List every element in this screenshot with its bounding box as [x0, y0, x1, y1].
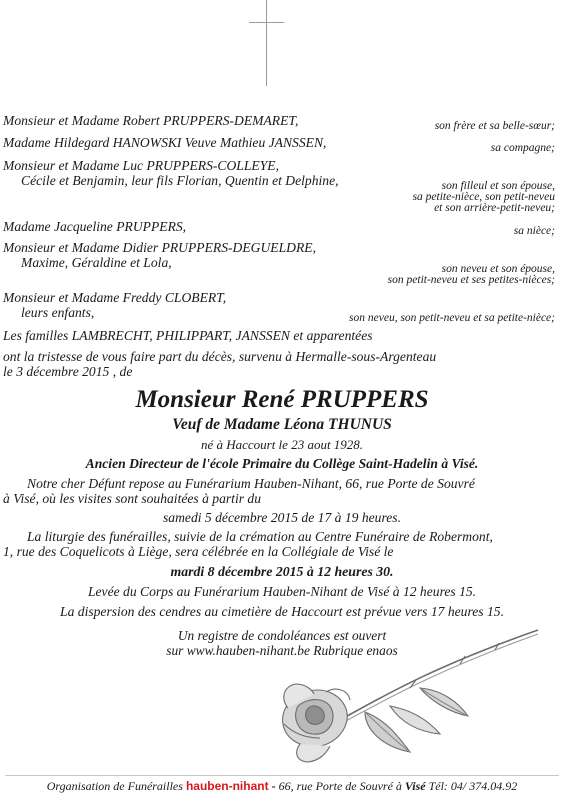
footer-brand-logo: hauben-nihant: [185, 779, 269, 793]
condolences-line-1: Un registre de condoléances est ouvert: [177, 628, 387, 643]
family-5-relation-line-1: son neveu et son épouse,: [441, 263, 555, 275]
family-7: [3, 328, 373, 343]
footer-divider: [5, 775, 559, 776]
levee-info: Levée du Corps au Funérarium Hauben-Nihant de Visé à 12 heures 15.: [87, 584, 477, 599]
family-5-relation-line-2: son petit-neveu et ses petites-nièces;: [387, 274, 555, 286]
footer-address: 66, rue Porte de Souvré à: [278, 779, 402, 793]
condolences-line-2[interactable]: sur www.hauben-nihant.be Rubrique enaos: [166, 643, 398, 658]
family-2-line-1: Madame Hildegard HANOWSKI Veuve Mathieu JANSSEN,: [3, 135, 327, 150]
family-5: [3, 240, 316, 270]
family-1: [3, 113, 298, 128]
deceased-name: Monsieur René PRUPPERS: [135, 386, 429, 413]
funeral-date: mardi 8 décembre 2015 à 12 heures 30.: [170, 564, 394, 579]
footer: [0, 779, 564, 794]
family-7-line-1: Les familles LAMBRECHT, PHILIPPART, JANSSEN et apparentées: [3, 328, 373, 343]
family-3: [3, 158, 339, 188]
viewing-line-2: à Visé, où les visites sont souhaitées à partir du: [3, 490, 262, 506]
family-4-relation-line-1: sa nièce;: [513, 225, 555, 237]
family-6-line-2: leurs enfants,: [21, 305, 95, 320]
family-1-relation-line-1: son frère et sa belle-sœur;: [434, 120, 555, 132]
funeral-line-1: La liturgie des funérailles, suivie de la crémation au Centre Funéraire de Robermont,: [27, 529, 493, 544]
family-5-line-2: Maxime, Géraldine et Lola,: [21, 255, 172, 270]
footer-city: Visé: [404, 779, 426, 793]
family-5-line-1: Monsieur et Madame Didier PRUPPERS-DEGUELDRE,: [3, 240, 316, 255]
family-4: [3, 219, 186, 234]
family-6-relation-line-1: son neveu, son petit-neveu et sa petite-nièce;: [349, 312, 555, 324]
family-2-relation: [491, 143, 555, 154]
family-3-relation-line-2: sa petite-nièce, son petit-neveu: [412, 191, 555, 203]
family-3-line-1: Monsieur et Madame Luc PRUPPERS-COLLEYE,: [3, 158, 279, 173]
family-1-relation: [435, 121, 555, 132]
family-3-line-2: Cécile et Benjamin, leur fils Florian, Quentin et Delphine,: [21, 173, 339, 188]
widower-of: Veuf de Madame Léona THUNUS: [172, 416, 392, 433]
family-3-relation-line-1: son filleul et son épouse,: [441, 180, 555, 192]
viewing-line-1: Notre cher Défunt repose au Funérarium Hauben-Nihant, 66, rue Porte de Souvré: [27, 476, 475, 491]
family-6-line-1: Monsieur et Madame Freddy CLOBERT,: [3, 290, 227, 305]
funeral-line-2: 1, rue des Coquelicots à Liège, sera célébrée en la Collégiale de Visé le: [3, 543, 394, 559]
footer-prefix: Organisation de Funérailles: [46, 779, 183, 793]
family-6-relation: [349, 313, 555, 324]
family-2-relation-line-1: sa compagne;: [490, 142, 555, 154]
former-title: Ancien Directeur de l'école Primaire du Collège Saint-Hadelin à Visé.: [85, 456, 479, 471]
announcement-line-1: ont la tristesse de vous faire part du décès, survenu à Hermalle-sous-Argenteau: [3, 349, 437, 364]
rose-icon: [270, 628, 540, 768]
footer-phone: Tél: 04/ 374.04.92: [428, 779, 518, 793]
announcement: [3, 350, 436, 379]
funeral-info: [3, 530, 493, 559]
family-4-line-1: Madame Jacqueline PRUPPERS,: [3, 219, 187, 234]
viewing-date: samedi 5 décembre 2015 de 17 à 19 heures.: [163, 510, 401, 525]
family-5-relation: [388, 264, 555, 286]
family-3-relation: [413, 181, 555, 214]
family-6: [3, 290, 226, 320]
family-1-line-1: Monsieur et Madame Robert PRUPPERS-DEMARET,: [3, 113, 299, 128]
viewing-info: [3, 477, 475, 506]
family-4-relation: [514, 226, 555, 237]
family-3-relation-line-3: et son arrière-petit-neveu;: [434, 202, 555, 214]
birth-info: né à Haccourt le 23 aout 1928.: [200, 437, 364, 452]
family-2: [3, 135, 326, 150]
dispersion-info: La dispersion des cendres au cimetière de Haccourt est prévue vers 17 heures 15.: [60, 604, 504, 619]
footer-dash: -: [271, 779, 276, 793]
announcement-line-2: le 3 décembre 2015 , de: [3, 363, 133, 379]
